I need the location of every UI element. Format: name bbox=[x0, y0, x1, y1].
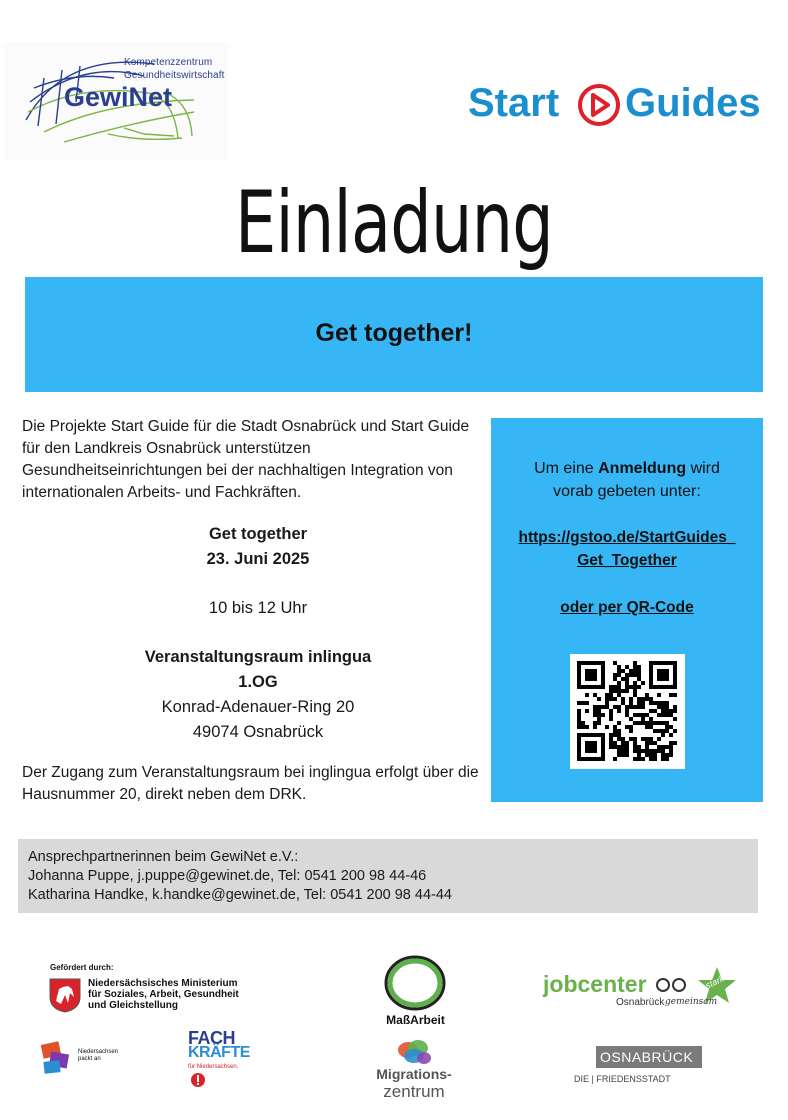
migration-leaves-icon bbox=[394, 1038, 434, 1068]
headline-banner bbox=[25, 277, 763, 392]
osnabrueck-tagline: DIE | FRIEDENSSTADT bbox=[574, 1074, 671, 1084]
alert-icon bbox=[190, 1072, 206, 1088]
jobcenter-name: jobcenter bbox=[543, 971, 647, 997]
ministry-line-2: für Soziales, Arbeit, Gesundheit bbox=[88, 989, 239, 1000]
registration-text-bold: Anmeldung bbox=[598, 460, 687, 477]
fachkraefte-logo bbox=[178, 1028, 250, 1090]
ministry-funded-by: Gefördert durch: bbox=[50, 963, 114, 972]
registration-text-pre: Um eine bbox=[534, 460, 599, 477]
ministry-line-1: Niedersächsisches Ministerium bbox=[88, 978, 238, 989]
gewinet-name: GewiNet bbox=[64, 82, 173, 112]
registration-link-line1[interactable]: https://gstoo.de/StartGuides_ bbox=[518, 529, 736, 546]
jobcenter-star-text: stark bbox=[703, 973, 726, 991]
jobcenter-city: Osnabrück bbox=[616, 997, 665, 1008]
banner-text: Get together! bbox=[315, 319, 473, 347]
nds-hands-icon bbox=[40, 1039, 74, 1077]
massarbeit-name: MaßArbeit bbox=[386, 1013, 445, 1027]
fach-line-1: FACH bbox=[188, 1028, 235, 1048]
fach-line-3: für Niedersachsen. bbox=[188, 1064, 239, 1070]
contact-heading: Ansprechpartnerinnen beim GewiNet e.V.: bbox=[28, 849, 299, 865]
qr-code-icon bbox=[570, 654, 685, 769]
event-date: 23. Juni 2025 bbox=[206, 550, 310, 568]
qr-code[interactable] bbox=[570, 654, 685, 769]
osnabrueck-name: OSNABRÜCK bbox=[600, 1049, 694, 1065]
lower-saxony-crest-icon bbox=[48, 977, 82, 1013]
niedersachsen-packt-an-logo bbox=[40, 1037, 122, 1081]
migration-line-1: Migrations- bbox=[376, 1066, 452, 1082]
event-time: 10 bis 12 Uhr bbox=[208, 599, 308, 617]
qr-code-label: oder per QR-Code bbox=[560, 599, 694, 616]
registration-text-line1 bbox=[491, 457, 763, 480]
contact-person-2: Katharina Handke, k.handke@gewinet.de, Tel: 0541 200 98 44-44 bbox=[28, 887, 452, 903]
jobcenter-tagline: gemeinsam bbox=[665, 997, 718, 1007]
venue-name: Veranstaltungsraum inlingua bbox=[144, 648, 372, 666]
startguides-word-start: Start bbox=[468, 81, 560, 125]
startguides-word-guides: Guides bbox=[625, 81, 761, 125]
jobcenter-symbol-icon bbox=[655, 977, 689, 993]
migrationszentrum-logo bbox=[368, 1038, 460, 1103]
registration-text-line2: vorab gebeten unter: bbox=[553, 483, 701, 500]
contact-box bbox=[18, 839, 758, 913]
contact-person-1: Johanna Puppe, j.puppe@gewinet.de, Tel: 0541 200 98 44-46 bbox=[28, 868, 427, 884]
venue-floor: 1.OG bbox=[238, 673, 278, 691]
venue-city: 49074 Osnabrück bbox=[192, 723, 324, 741]
page-title: Einladung bbox=[234, 173, 554, 273]
osnabrueck-name-plate bbox=[596, 1046, 702, 1068]
osnabrueck-logo bbox=[574, 1042, 704, 1090]
access-note: Der Zugang zum Veranstaltungsraum bei inglingua erfolgt über die Hausnummer 20, direkt neben dem DRK. bbox=[22, 764, 479, 803]
nds-line-2: packt an bbox=[78, 1056, 101, 1062]
fach-line-2: KRÄFTE bbox=[188, 1044, 250, 1061]
gewinet-logo bbox=[4, 42, 228, 160]
registration-link-line2[interactable]: Get_Together bbox=[577, 552, 677, 569]
venue-street: Konrad-Adenauer-Ring 20 bbox=[161, 698, 355, 716]
migration-line-2: zentrum bbox=[383, 1082, 445, 1101]
gewinet-tagline-2: Gesundheitswirtschaft bbox=[124, 70, 225, 81]
play-icon bbox=[577, 83, 621, 127]
massarbeit-logo bbox=[378, 953, 453, 1029]
ministry-line-3: und Gleichstellung bbox=[88, 1000, 179, 1011]
intro-paragraph: Die Projekte Start Guide für die Stadt Osnabrück und Start Guide für den Landkreis Osnabrück unterstützen Gesundheitseinrichtungen bei der nachhaltigen Integration von internationalen Arbeits- und Fachkräften. bbox=[22, 418, 470, 501]
startguides-logo bbox=[468, 80, 773, 128]
registration-box bbox=[491, 418, 763, 802]
event-name: Get together bbox=[208, 525, 308, 543]
gewinet-tagline-1: Kompetenzzentrum bbox=[124, 57, 213, 68]
massarbeit-ring-icon bbox=[381, 953, 449, 1013]
registration-text-post: wird bbox=[686, 460, 720, 477]
jobcenter-logo bbox=[543, 965, 743, 1013]
nds-line-1: Niedersachsen bbox=[78, 1049, 119, 1055]
ministry-logo bbox=[42, 955, 252, 1017]
